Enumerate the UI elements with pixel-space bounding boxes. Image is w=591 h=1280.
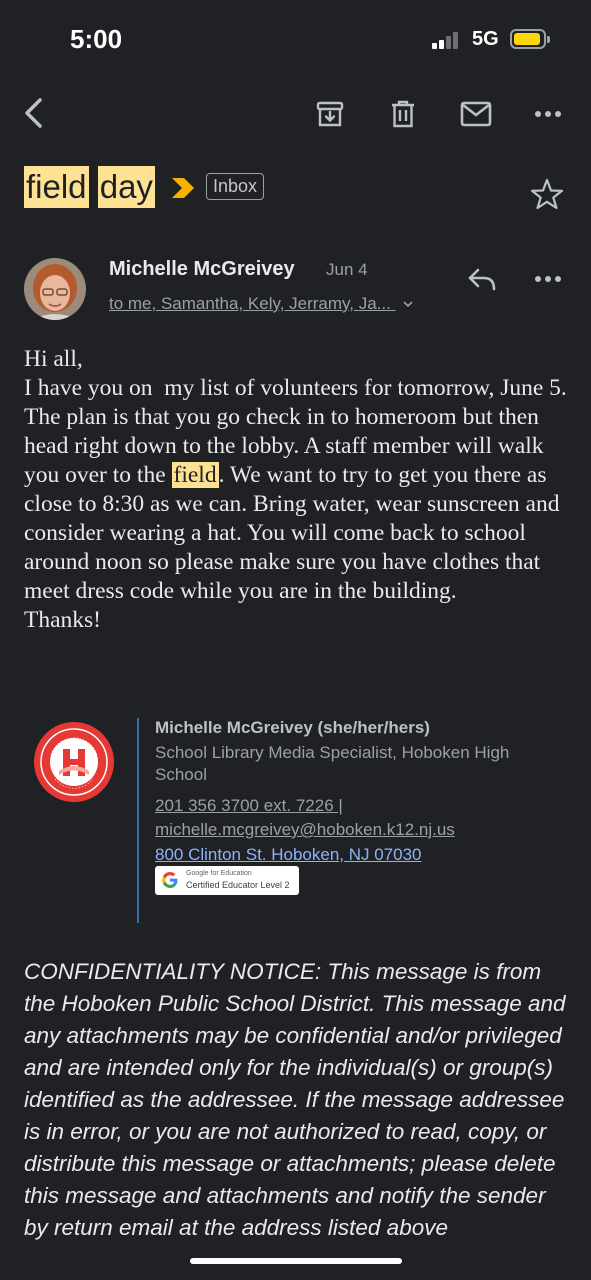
- badge-line-1: Google for Education: [186, 870, 252, 877]
- body-text: Hi all, I have you on my list of volunteers for tomorrow, June 5. The plan is that you go check in to homeroom but then head right down to the lobby. A staff member will walk you over to the: [24, 346, 567, 488]
- mail-icon: [460, 101, 492, 127]
- home-indicator[interactable]: [190, 1258, 402, 1264]
- google-g-icon: [161, 871, 179, 889]
- signature-name: Michelle McGreivey (she/her/hers): [155, 718, 430, 737]
- email-date: Jun 4: [326, 260, 368, 279]
- more-options-button[interactable]: [530, 96, 566, 132]
- archive-icon: [315, 99, 345, 129]
- recipients-text: to me, Samantha, Kely, Jerramy, Ja...: [109, 294, 391, 313]
- importance-marker[interactable]: [170, 177, 196, 204]
- reply-button[interactable]: [464, 261, 500, 297]
- signature-address-link[interactable]: 800 Clinton St. Hoboken, NJ 07030: [155, 845, 422, 864]
- status-time: 5:00: [70, 24, 123, 54]
- google-educator-badge: [155, 866, 299, 895]
- mark-unread-button[interactable]: [458, 96, 494, 132]
- star-button[interactable]: [530, 178, 564, 215]
- more-horizontal-icon: [534, 275, 562, 283]
- confidentiality-notice: CONFIDENTIALITY NOTICE: This message is from the Hoboken Public School District. This message and any attachments may be confidential and/or privileged and are intended only for the individual(s) or group(s) identified as the addressee. If the message addressee is in error, or you are not authorized to read, copy, or distribute this message or attachments; please delete this message and attachments and notify the sender by return email at the address listed above: [24, 959, 566, 1240]
- importance-icon: [170, 177, 196, 199]
- body-highlight: field: [173, 462, 217, 488]
- network-label: 5G: [472, 28, 499, 50]
- subject-word: day: [98, 166, 155, 208]
- signature-phone-link[interactable]: 201 356 3700 ext. 7226 |: [155, 796, 343, 815]
- trash-icon: [388, 99, 418, 129]
- signature-title: School Library Media Specialist, Hoboken High School: [155, 743, 510, 784]
- chevron-down-icon: [402, 299, 414, 309]
- email-body: [24, 345, 572, 635]
- body-text: . We want to try to get you there as close to 8:30 as we can. Bring water, wear sunscreen and consider wearing a hat. You will come back to school around noon so please make sure you have clothes that meet dress code while you are in the building. Thanks!: [24, 462, 560, 633]
- reply-icon: [467, 266, 497, 292]
- delete-button[interactable]: [385, 96, 421, 132]
- badge-line-2: Certified Educator Level 2: [186, 880, 290, 890]
- signature-divider: [137, 718, 139, 923]
- sender-avatar[interactable]: [24, 258, 86, 320]
- subject-word: field: [24, 166, 89, 208]
- signature-email-link[interactable]: michelle.mcgreivey@hoboken.k12.nj.us: [155, 820, 455, 839]
- signal-strength-icon: [432, 31, 464, 49]
- star-icon: [530, 178, 564, 210]
- more-horizontal-icon: [534, 110, 562, 118]
- battery-icon: [510, 29, 546, 49]
- back-button[interactable]: [16, 95, 52, 131]
- archive-button[interactable]: [312, 96, 348, 132]
- inbox-label[interactable]: Inbox: [206, 173, 264, 200]
- school-district-logo: [33, 721, 115, 803]
- sender-name[interactable]: Michelle McGreivey: [109, 258, 295, 280]
- email-subject: [24, 166, 155, 208]
- message-more-button[interactable]: [530, 261, 566, 297]
- recipients-toggle[interactable]: [109, 294, 414, 314]
- back-arrow-icon: [22, 97, 46, 129]
